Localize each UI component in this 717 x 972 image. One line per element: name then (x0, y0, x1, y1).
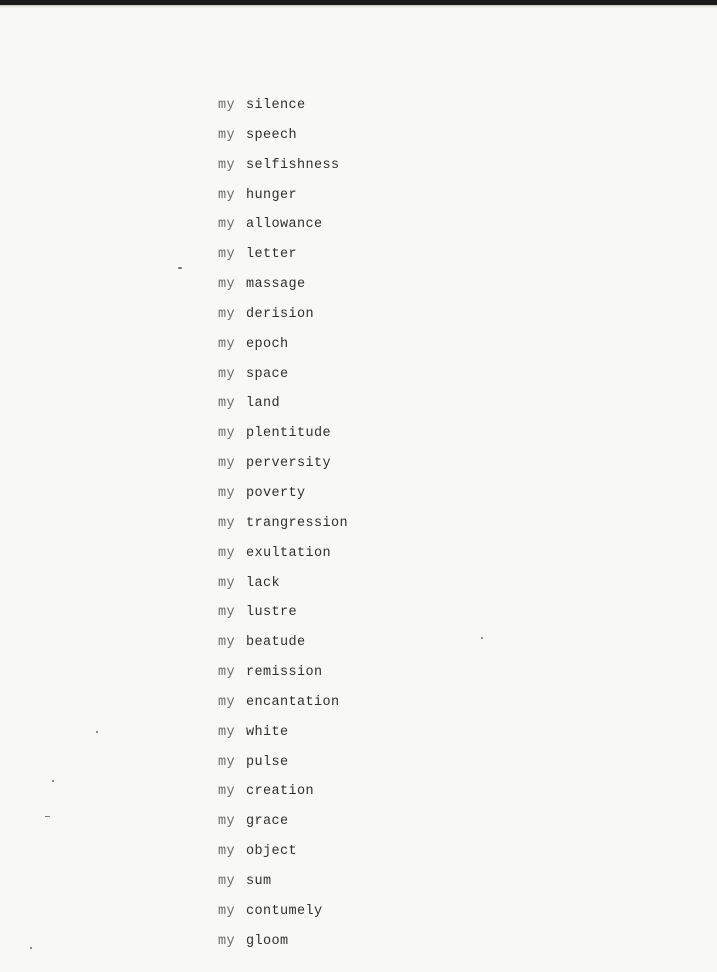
line-word: beatude (246, 635, 306, 651)
line-pronoun: my (218, 277, 236, 293)
poem-line (218, 333, 348, 363)
poem-line (218, 900, 348, 930)
line-pronoun: my (218, 187, 236, 203)
line-pronoun: my (218, 933, 236, 949)
line-word: derision (246, 306, 315, 322)
line-word: exultation (246, 545, 332, 561)
poem-line (218, 661, 348, 691)
line-word: contumely (246, 903, 323, 919)
line-pronoun: my (218, 784, 236, 800)
poem-line (218, 780, 348, 810)
line-pronoun: my (218, 545, 236, 561)
poem-line (218, 572, 348, 602)
line-word: trangression (246, 515, 349, 531)
line-pronoun: my (218, 873, 236, 889)
line-pronoun: my (218, 605, 236, 621)
line-word: hunger (246, 187, 298, 203)
paper-speck (30, 947, 32, 949)
paper-mark (45, 816, 50, 817)
line-word: creation (246, 784, 315, 800)
line-pronoun: my (218, 98, 236, 113)
line-word: silence (246, 98, 306, 113)
line-word: space (246, 366, 289, 382)
poem-line (218, 243, 348, 273)
poem-line (218, 751, 348, 781)
poem-list (218, 94, 348, 959)
line-pronoun: my (218, 694, 236, 710)
line-word: sum (246, 873, 272, 889)
poem-line (218, 94, 348, 124)
line-word: land (246, 396, 281, 412)
poem-line (218, 542, 348, 572)
poem-line (218, 273, 348, 303)
line-word: epoch (246, 336, 289, 352)
paper-speck (481, 637, 483, 639)
line-word: pulse (246, 754, 289, 770)
poem-line (218, 184, 348, 214)
line-pronoun: my (218, 366, 236, 382)
paper-speck (52, 780, 54, 782)
poem-line (218, 840, 348, 870)
line-word: perversity (246, 456, 332, 472)
line-pronoun: my (218, 724, 236, 740)
line-word: encantation (246, 694, 340, 710)
page-top-shadow (0, 5, 717, 8)
poem-line (218, 452, 348, 482)
line-pronoun: my (218, 217, 236, 233)
line-pronoun: my (218, 127, 236, 143)
poem-line (218, 482, 348, 512)
line-word: poverty (246, 485, 306, 501)
line-word: remission (246, 665, 323, 681)
line-pronoun: my (218, 485, 236, 501)
line-pronoun: my (218, 844, 236, 860)
line-pronoun: my (218, 336, 236, 352)
poem-line (218, 870, 348, 900)
poem-line (218, 810, 348, 840)
line-pronoun: my (218, 306, 236, 322)
line-pronoun: my (218, 157, 236, 173)
line-pronoun: my (218, 754, 236, 770)
line-pronoun: my (218, 247, 236, 263)
line-pronoun: my (218, 426, 236, 442)
poem-line (218, 601, 348, 631)
poem-line (218, 631, 348, 661)
poem-line (218, 930, 348, 960)
line-word: lack (246, 575, 281, 591)
line-word: letter (246, 247, 298, 263)
line-pronoun: my (218, 635, 236, 651)
line-word: massage (246, 277, 306, 293)
line-word: plentitude (246, 426, 332, 442)
line-pronoun: my (218, 665, 236, 681)
paper-speck (96, 731, 98, 733)
poem-line (218, 721, 348, 751)
line-word: lustre (246, 605, 298, 621)
poem-line (218, 691, 348, 721)
paper-speck (178, 267, 182, 269)
line-word: selfishness (246, 157, 340, 173)
poem-line (218, 363, 348, 393)
line-pronoun: my (218, 456, 236, 472)
line-pronoun: my (218, 396, 236, 412)
line-word: gloom (246, 933, 289, 949)
poem-line (218, 303, 348, 333)
line-pronoun: my (218, 814, 236, 830)
line-word: allowance (246, 217, 323, 233)
poem-line (218, 213, 348, 243)
line-word: white (246, 724, 289, 740)
poem-line (218, 124, 348, 154)
poem-line (218, 512, 348, 542)
line-pronoun: my (218, 515, 236, 531)
poem-line (218, 154, 348, 184)
line-word: speech (246, 127, 298, 143)
line-word: grace (246, 814, 289, 830)
poem-line (218, 392, 348, 422)
line-pronoun: my (218, 575, 236, 591)
line-word: object (246, 844, 298, 860)
poem-line (218, 422, 348, 452)
line-pronoun: my (218, 903, 236, 919)
